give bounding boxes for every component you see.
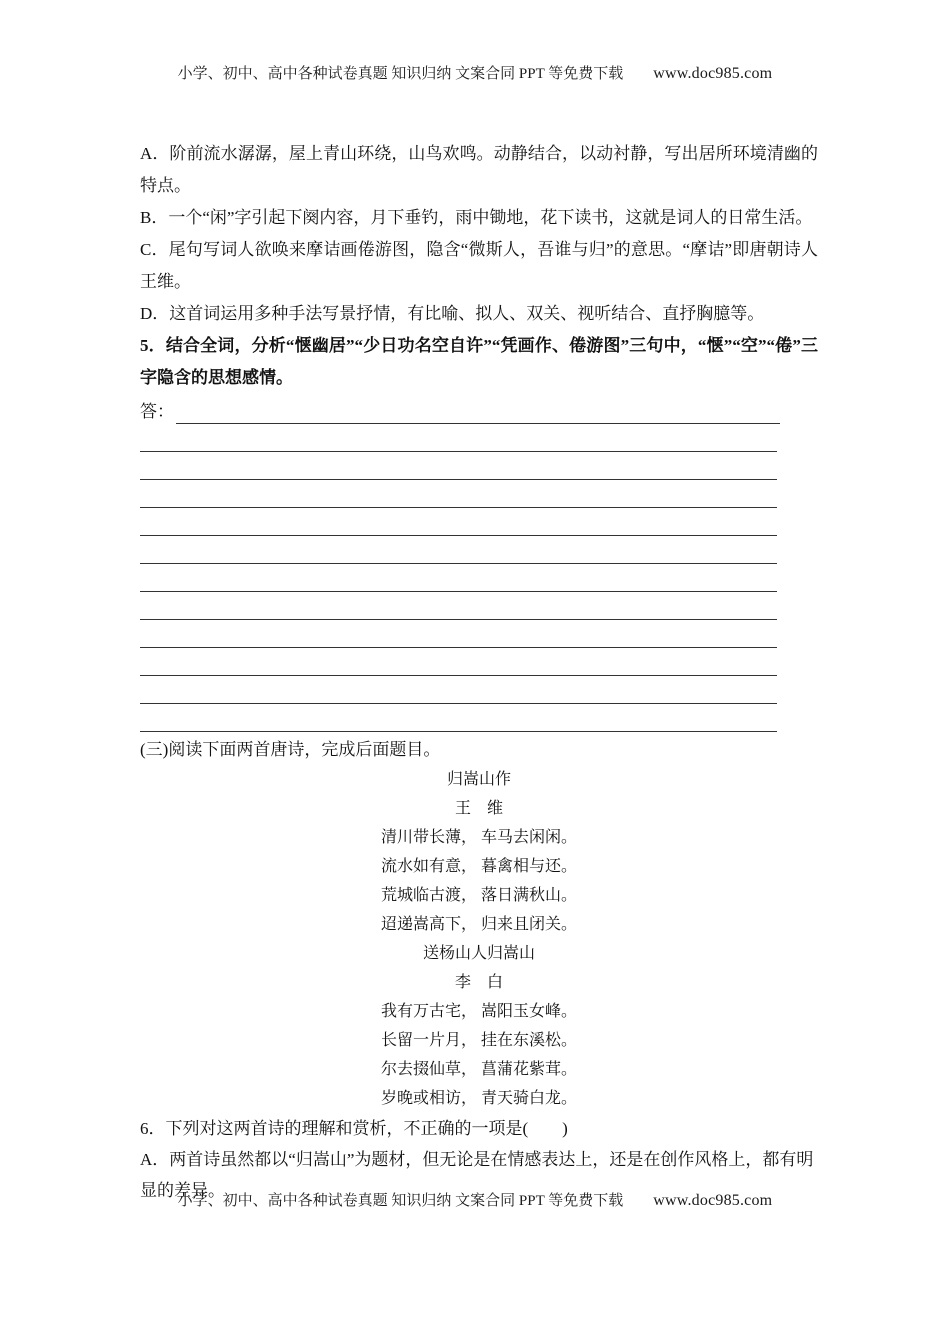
question-6-option-a: A．两首诗虽然都以“归嵩山”为题材，但无论是在情感表达上，还是在创作风格上，都有明显的差异。: [140, 1150, 814, 1200]
poem-line: 流水如有意， 暮禽相与还。: [380, 858, 577, 875]
answer-blank-line: [140, 564, 777, 592]
page-header: [0, 62, 950, 83]
answer-blank-line: [140, 480, 777, 508]
answer-blank-line: [140, 424, 777, 452]
answer-blank-line: [140, 536, 777, 564]
header-text: 小学、初中、高中各种试卷真题 知识归纳 文案合同 PPT 等免费下载: [177, 66, 624, 82]
poem-title: 归嵩山作: [446, 771, 511, 788]
question-5: 5．结合全词，分析“惬幽居”“少日功名空自许”“凭画作、倦游图”三句中，“惬”“空”“倦”三字隐含的思想感情。: [140, 336, 818, 387]
answer-blank-line: [140, 648, 777, 676]
poem-author: 李 白: [454, 974, 503, 991]
document-body: [140, 138, 818, 1206]
poem-line: 迢递嵩高下， 归来且闭关。: [380, 916, 577, 933]
poem-author: 王 维: [454, 800, 503, 817]
poem-line: 长留一片月， 挂在东溪松。: [380, 1032, 577, 1049]
answer-write-line: [176, 399, 780, 424]
answer-label: 答：: [140, 402, 174, 421]
question-6: 6．下列对这两首诗的理解和赏析，不正确的一项是( ): [140, 1119, 568, 1138]
page-footer: [0, 1189, 950, 1210]
header-site-url: www.doc985.com: [653, 65, 773, 82]
poem-gui-song-shan-zuo: [140, 765, 818, 939]
poem-line: 尔去掇仙草， 菖蒲花紫茸。: [380, 1061, 577, 1078]
answer-blank-line: [140, 508, 777, 536]
answer-blank-line: [140, 452, 777, 480]
answer-blank-line: [140, 704, 777, 732]
poem-line: 荒城临古渡， 落日满秋山。: [380, 887, 577, 904]
footer-text: 小学、初中、高中各种试卷真题 知识归纳 文案合同 PPT 等免费下载: [177, 1193, 624, 1209]
answer-section: [140, 396, 818, 732]
footer-site-url: www.doc985.com: [653, 1192, 773, 1209]
section-3-intro: (三)阅读下面两首唐诗，完成后面题目。: [140, 740, 441, 759]
poem-line: 我有万古宅， 嵩阳玉女峰。: [380, 1003, 577, 1020]
option-a: A．阶前流水潺潺，屋上青山环绕，山鸟欢鸣。动静结合，以动衬静，写出居所环境清幽的特点。: [140, 144, 818, 195]
answer-blank-line: [140, 676, 777, 704]
option-b: B．一个“闲”字引起下阕内容，月下垂钓，雨中锄地，花下读书，这就是词人的日常生活。: [140, 208, 813, 227]
answer-blank-line: [140, 620, 777, 648]
answer-first-row: [140, 396, 818, 424]
poem-title: 送杨山人归嵩山: [422, 945, 535, 962]
poem-line: 岁晚或相访， 青天骑白龙。: [380, 1090, 577, 1107]
answer-blank-line: [140, 592, 777, 620]
poem-line: 清川带长薄， 车马去闲闲。: [380, 829, 577, 846]
option-d: D．这首词运用多种手法写景抒情，有比喻、拟人、双关、视听结合、直抒胸臆等。: [140, 304, 765, 323]
option-c: C．尾句写词人欲唤来摩诘画倦游图，隐含“微斯人，吾谁与归”的意思。“摩诘”即唐朝诗人王维。: [140, 240, 818, 291]
poem-song-yang-shan-ren: [140, 939, 818, 1113]
